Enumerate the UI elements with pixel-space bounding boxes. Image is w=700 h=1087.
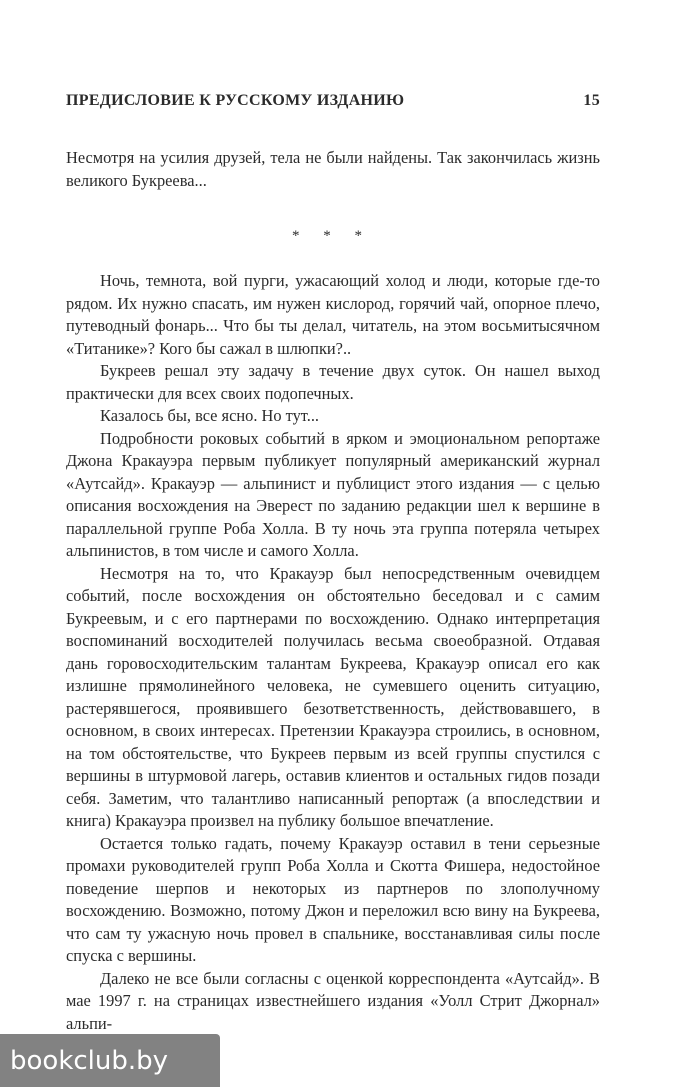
page-number: 15 [583, 92, 600, 109]
body-text [66, 270, 600, 1035]
paragraph: Несмотря на то, что Кракауэр был непосредственным очевидцем событий, после восхождения он обстоятельно беседовал и с самим Букреевым, и с его партнерами по восхождению. Однако интерпретация воспоминаний восходителей получилась весьма своеобразной. Отдавая дань горовосходительским талантам Букреева, Кракауэр описал его как излишне прямолинейного человека, не сумевшего оценить ситуацию, растерявшегося, проявившего безответственность, действовавшего, в основном, в своих интересах. Претензии Кракауэра строились, в основном, на том обстоятельстве, что Букреев первым из всей группы спустился с вершины в штурмовой лагерь, оставив клиентов и остальных гидов позади себя. Заметим, что талантливо написанный репортаж (а впоследствии и книга) Кракауэра произвел на публику большое впечатление. [66, 563, 600, 830]
paragraph: Казалось бы, все ясно. Но тут... [100, 406, 320, 425]
intro-paragraph: Несмотря на усилия друзей, тела не были найдены. Так закончилась жизнь великого Букреева... [66, 148, 600, 190]
paragraph: Подробности роковых событий в ярком и эмоциональном репортаже Джона Кракауэра первым публикует популярный американский журнал «Аутсайд». Кракауэр — альпинист и публицист этого издания — с целью описания восхождения на Эверест по заданию редакции шел к вершине в параллельной группе Роба Холла. В ту ночь эта группа потеряла четырех альпинистов, в том числе и самого Холла. [66, 428, 600, 560]
paragraph: Далеко не все были согласны с оценкой корреспондента «Аутсайд». В мае 1997 г. на страницах известнейшего издания «Уолл Стрит Джорнал» альпи- [66, 968, 600, 1033]
paragraph: Ночь, темнота, вой пурги, ужасающий холод и люди, которые где-то рядом. Их нужно спасать, им нужен кислород, горячий чай, опорное плечо, путеводный фонарь... Что бы ты делал, читатель, на этом восьмитысячном «Титанике»? Кого бы сажал в шлюпки?.. [66, 271, 600, 358]
chapter-title: ПРЕДИСЛОВИЕ К РУССКОМУ ИЗДАНИЮ [66, 92, 405, 109]
watermark-logo [0, 1034, 220, 1087]
paragraph: Остается только гадать, почему Кракауэр оставил в тени серьезные промахи руководителей групп Роба Холла и Скотта Фишера, недостойное поведение шерпов и некоторых из партнеров по злополучному восхождению. Возможно, потому Джон и переложил всю вину на Букреева, что сам ту ужасную ночь провел в спальнике, восстанавливая силы после спуска с вершины. [66, 833, 600, 965]
section-separator: * * * [292, 228, 372, 244]
running-header [66, 92, 600, 110]
paragraph: Букреев решал эту задачу в течение двух суток. Он нашел выход практически для всех своих подопечных. [66, 361, 600, 403]
watermark-text: bookclub.by [10, 1045, 169, 1076]
intro-block [66, 147, 600, 192]
